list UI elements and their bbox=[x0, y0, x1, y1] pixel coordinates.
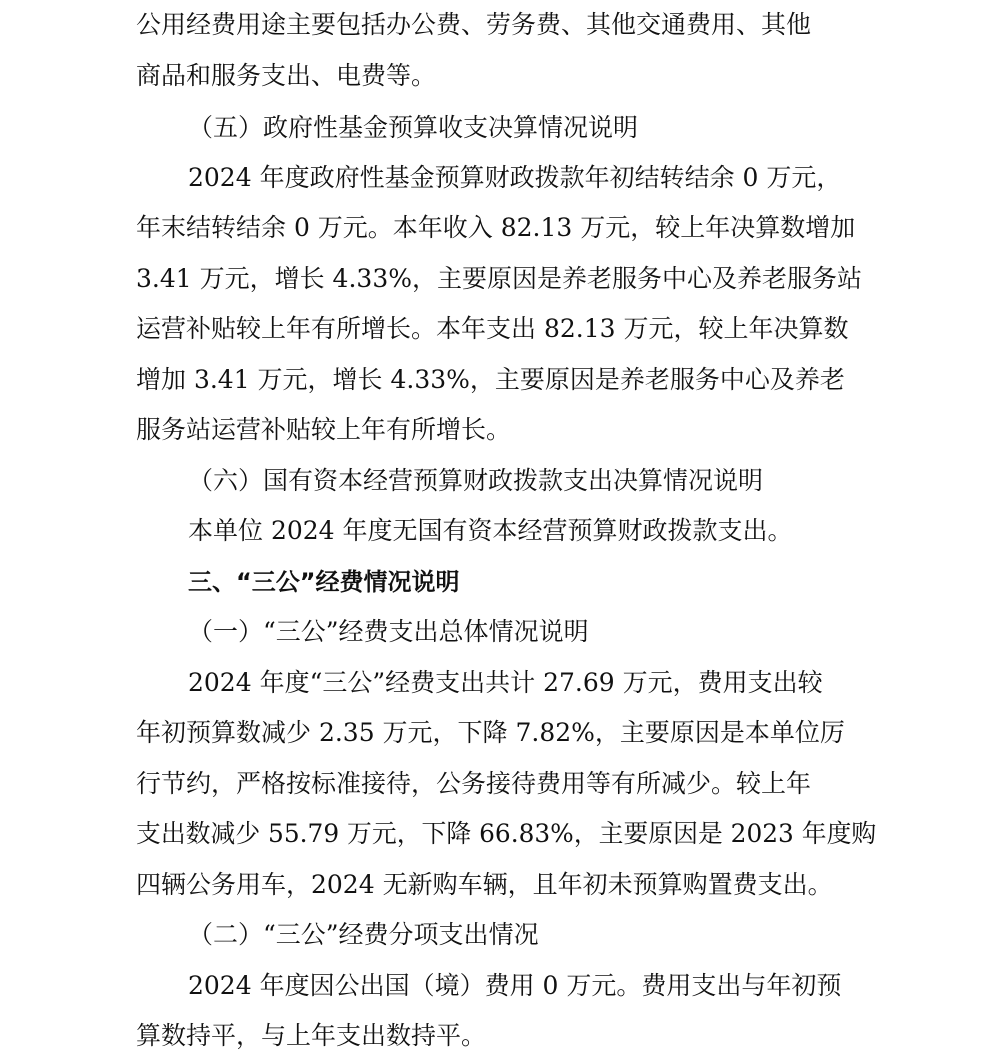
paragraph-line: 运营补贴较上年有所增长。本年支出 82.13 万元，较上年决算数 bbox=[136, 314, 849, 343]
paragraph-line: 本单位 2024 年度无国有资本经营预算财政拨款支出。 bbox=[188, 516, 793, 545]
chapter-heading-3: 三、“三公”经费情况说明 bbox=[188, 568, 460, 596]
paragraph-line: 2024 年度因公出国（境）费用 0 万元。费用支出与年初预 bbox=[188, 971, 842, 1000]
paragraph-line: 算数持平，与上年支出数持平。 bbox=[136, 1021, 487, 1050]
paragraph-line: 2024 年度“三公”经费支出共计 27.69 万元，费用支出较 bbox=[188, 668, 823, 697]
paragraph-line: 增加 3.41 万元，增长 4.33%，主要原因是养老服务中心及养老 bbox=[136, 365, 845, 394]
paragraph-line: 服务站运营补贴较上年有所增长。 bbox=[136, 415, 512, 444]
paragraph-line: 3.41 万元，增长 4.33%，主要原因是养老服务中心及养老服务站 bbox=[136, 264, 862, 293]
paragraph-line: 商品和服务支出、电费等。 bbox=[136, 61, 437, 90]
section-heading-5: （五）政府性基金预算收支决算情况说明 bbox=[188, 113, 639, 142]
paragraph-line: 支出数减少 55.79 万元，下降 66.83%，主要原因是 2023 年度购 bbox=[136, 819, 877, 848]
section-heading-2: （二）“三公”经费分项支出情况 bbox=[188, 920, 539, 949]
paragraph-line: 年初预算数减少 2.35 万元，下降 7.82%，主要原因是本单位厉 bbox=[136, 718, 845, 747]
paragraph-line: 年末结转结余 0 万元。本年收入 82.13 万元，较上年决算数增加 bbox=[136, 213, 856, 242]
paragraph-line: 行节约，严格按标准接待，公务接待费用等有所减少。较上年 bbox=[136, 769, 812, 798]
section-heading-6: （六）国有资本经营预算财政拨款支出决算情况说明 bbox=[188, 466, 764, 495]
paragraph-line: 公用经费用途主要包括办公费、劳务费、其他交通费用、其他 bbox=[136, 10, 812, 39]
section-heading-1: （一）“三公”经费支出总体情况说明 bbox=[188, 617, 589, 646]
paragraph-line: 四辆公务用车，2024 无新购车辆，且年初未预算购置费支出。 bbox=[136, 870, 833, 899]
paragraph-line: 2024 年度政府性基金预算财政拨款年初结转结余 0 万元， bbox=[188, 163, 842, 192]
